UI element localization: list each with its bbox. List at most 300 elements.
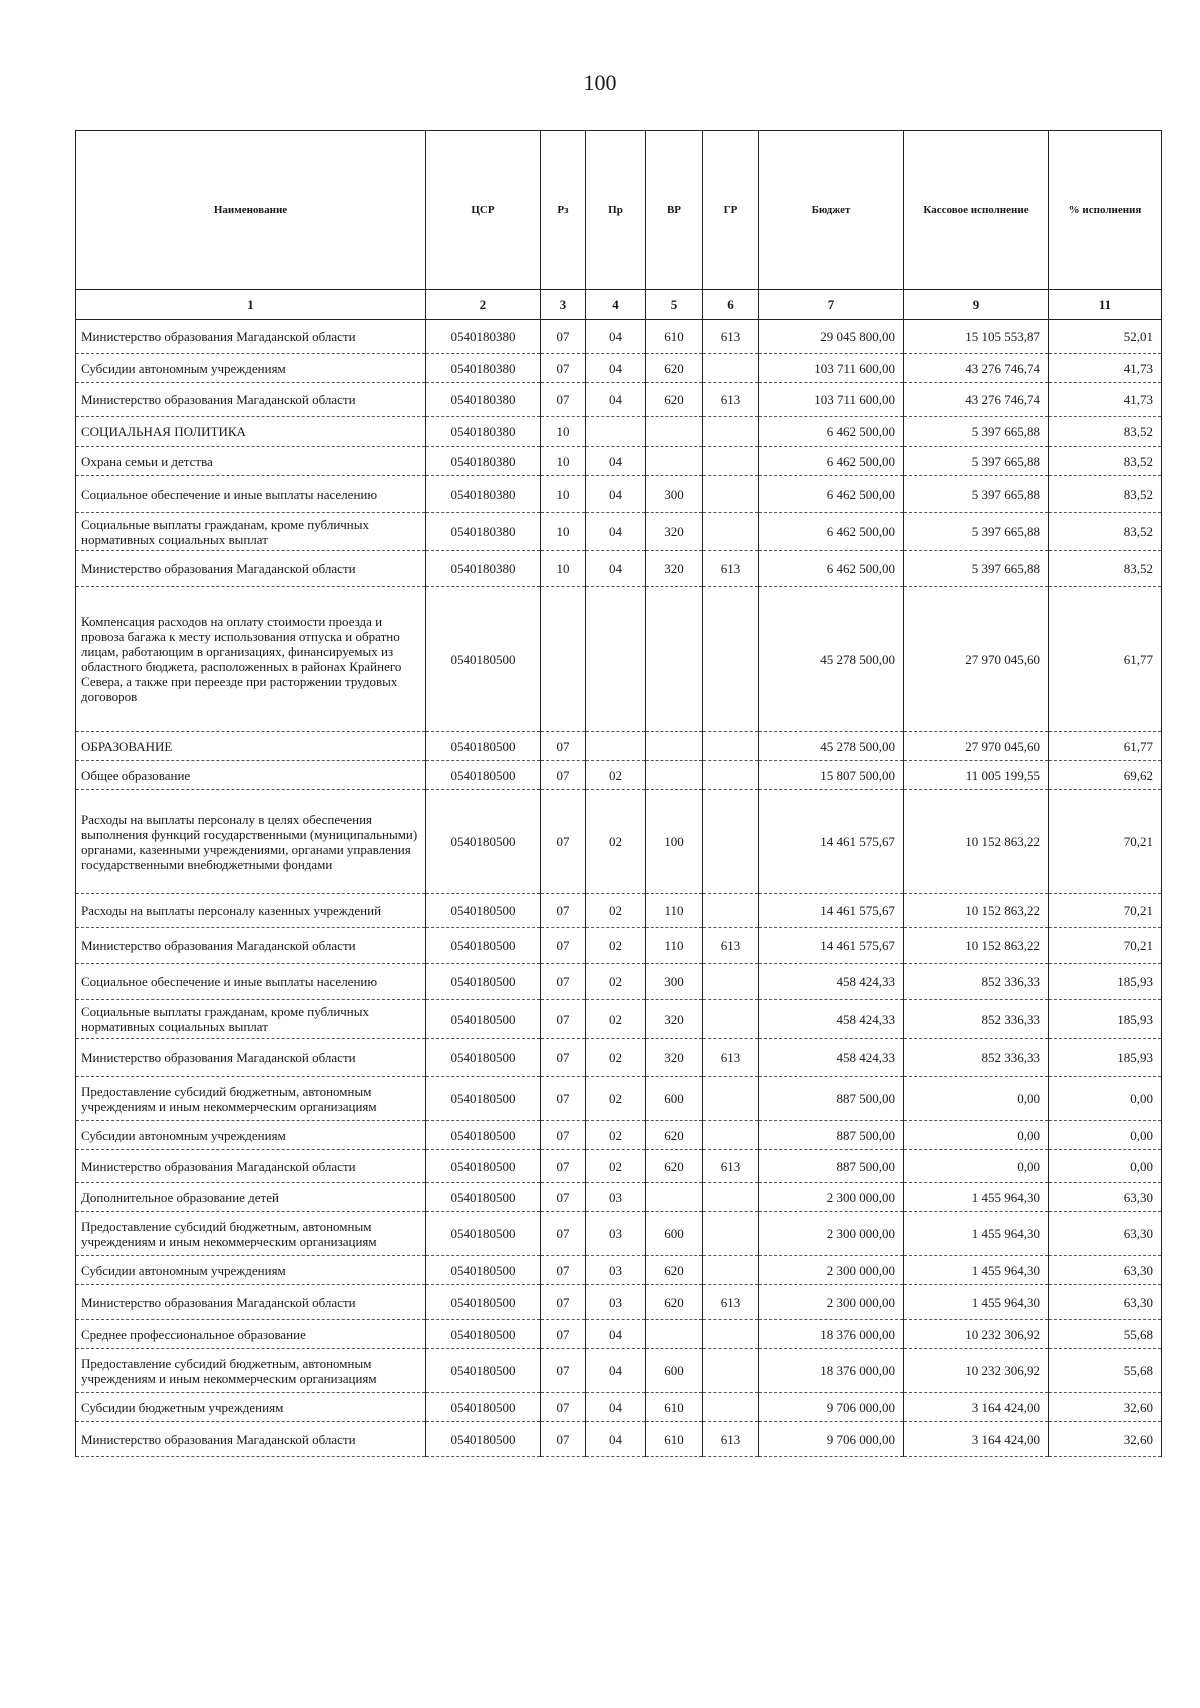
row-percent: 83,52 [1049, 417, 1162, 447]
row-budget: 458 424,33 [759, 964, 904, 1000]
row-kassa: 852 336,33 [904, 1000, 1049, 1039]
row-name: Расходы на выплаты персоналу казенных учреждений [76, 894, 426, 928]
row-budget: 18 376 000,00 [759, 1349, 904, 1393]
row-name: Министерство образования Магаданской области [76, 1422, 426, 1457]
table-row [76, 761, 1162, 790]
row-percent: 185,93 [1049, 1039, 1162, 1077]
row-pr: 02 [586, 1077, 646, 1121]
row-budget: 6 462 500,00 [759, 476, 904, 513]
row-csr: 0540180500 [426, 1212, 541, 1256]
row-rz: 07 [541, 383, 586, 417]
row-vr: 320 [646, 1039, 703, 1077]
row-gr: 613 [703, 320, 759, 354]
row-pr: 02 [586, 894, 646, 928]
row-rz: 10 [541, 551, 586, 587]
row-csr: 0540180500 [426, 1422, 541, 1457]
row-gr [703, 790, 759, 894]
row-percent: 70,21 [1049, 790, 1162, 894]
row-csr: 0540180500 [426, 1000, 541, 1039]
page-number: 100 [583, 70, 617, 95]
row-rz: 07 [541, 1212, 586, 1256]
header-vr: ВР [646, 131, 703, 290]
row-kassa: 0,00 [904, 1150, 1049, 1183]
row-gr: 613 [703, 1285, 759, 1320]
row-name: Министерство образования Магаданской области [76, 1150, 426, 1183]
row-name: Министерство образования Магаданской области [76, 383, 426, 417]
row-percent: 63,30 [1049, 1183, 1162, 1212]
row-percent: 185,93 [1049, 964, 1162, 1000]
row-rz: 10 [541, 476, 586, 513]
row-csr: 0540180500 [426, 1349, 541, 1393]
row-percent: 0,00 [1049, 1121, 1162, 1150]
row-csr: 0540180500 [426, 1393, 541, 1422]
row-gr: 613 [703, 1039, 759, 1077]
row-name: Субсидии автономным учреждениям [76, 1256, 426, 1285]
row-csr: 0540180380 [426, 551, 541, 587]
row-pr: 04 [586, 447, 646, 476]
row-pr: 03 [586, 1212, 646, 1256]
row-vr [646, 587, 703, 732]
row-vr: 110 [646, 928, 703, 964]
row-csr: 0540180500 [426, 1077, 541, 1121]
table-row [76, 513, 1162, 551]
row-percent: 63,30 [1049, 1256, 1162, 1285]
row-rz: 07 [541, 354, 586, 383]
table-row [76, 1121, 1162, 1150]
row-rz: 07 [541, 1150, 586, 1183]
table-row [76, 587, 1162, 732]
row-rz: 10 [541, 417, 586, 447]
row-budget: 29 045 800,00 [759, 320, 904, 354]
row-percent: 61,77 [1049, 732, 1162, 761]
row-kassa: 852 336,33 [904, 1039, 1049, 1077]
row-gr [703, 1121, 759, 1150]
row-kassa: 0,00 [904, 1077, 1049, 1121]
row-csr: 0540180500 [426, 894, 541, 928]
row-csr: 0540180380 [426, 447, 541, 476]
row-gr [703, 354, 759, 383]
row-csr: 0540180500 [426, 1121, 541, 1150]
row-budget: 2 300 000,00 [759, 1256, 904, 1285]
table-row [76, 1150, 1162, 1183]
row-rz: 07 [541, 1121, 586, 1150]
row-rz: 07 [541, 1320, 586, 1349]
row-csr: 0540180500 [426, 964, 541, 1000]
row-gr [703, 964, 759, 1000]
row-pr: 04 [586, 354, 646, 383]
column-number: 6 [703, 290, 759, 320]
column-number: 1 [76, 290, 426, 320]
row-vr [646, 447, 703, 476]
row-percent: 185,93 [1049, 1000, 1162, 1039]
row-percent: 63,30 [1049, 1212, 1162, 1256]
row-pr: 04 [586, 383, 646, 417]
row-name: Предоставление субсидий бюджетным, автономным учреждениям и иным некоммерческим организациям [76, 1077, 426, 1121]
table-row [76, 1285, 1162, 1320]
row-csr: 0540180500 [426, 1039, 541, 1077]
column-number: 7 [759, 290, 904, 320]
table-row [76, 354, 1162, 383]
row-csr: 0540180380 [426, 383, 541, 417]
table-row [76, 447, 1162, 476]
row-kassa: 5 397 665,88 [904, 447, 1049, 476]
row-gr [703, 1349, 759, 1393]
row-csr: 0540180380 [426, 476, 541, 513]
row-vr: 600 [646, 1349, 703, 1393]
table-row [76, 1256, 1162, 1285]
table-row [76, 476, 1162, 513]
row-percent: 63,30 [1049, 1285, 1162, 1320]
row-gr [703, 1256, 759, 1285]
row-csr: 0540180500 [426, 761, 541, 790]
row-gr: 613 [703, 1150, 759, 1183]
row-percent: 41,73 [1049, 354, 1162, 383]
header-csr: ЦСР [426, 131, 541, 290]
row-rz: 10 [541, 513, 586, 551]
table-row [76, 1320, 1162, 1349]
row-gr [703, 1212, 759, 1256]
row-csr: 0540180500 [426, 1150, 541, 1183]
row-csr: 0540180500 [426, 1320, 541, 1349]
row-rz: 07 [541, 1256, 586, 1285]
row-pr: 03 [586, 1285, 646, 1320]
row-budget: 458 424,33 [759, 1000, 904, 1039]
row-name: Предоставление субсидий бюджетным, автономным учреждениям и иным некоммерческим организациям [76, 1212, 426, 1256]
row-rz: 07 [541, 894, 586, 928]
row-vr: 300 [646, 476, 703, 513]
row-rz: 07 [541, 964, 586, 1000]
row-kassa: 27 970 045,60 [904, 732, 1049, 761]
row-percent: 83,52 [1049, 447, 1162, 476]
row-pr: 02 [586, 1000, 646, 1039]
row-kassa: 43 276 746,74 [904, 383, 1049, 417]
header-percent: % исполнения [1049, 131, 1162, 290]
row-percent: 32,60 [1049, 1393, 1162, 1422]
row-kassa: 1 455 964,30 [904, 1285, 1049, 1320]
row-vr [646, 732, 703, 761]
row-kassa: 5 397 665,88 [904, 551, 1049, 587]
row-rz: 07 [541, 732, 586, 761]
row-name: Социальное обеспечение и иные выплаты населению [76, 476, 426, 513]
row-vr: 600 [646, 1212, 703, 1256]
row-pr [586, 417, 646, 447]
header-kassa: Кассовое исполнение [904, 131, 1049, 290]
row-rz: 07 [541, 761, 586, 790]
row-percent: 0,00 [1049, 1150, 1162, 1183]
row-pr: 04 [586, 513, 646, 551]
row-budget: 103 711 600,00 [759, 354, 904, 383]
row-kassa: 1 455 964,30 [904, 1183, 1049, 1212]
row-pr: 03 [586, 1183, 646, 1212]
row-rz: 07 [541, 1393, 586, 1422]
row-percent: 83,52 [1049, 476, 1162, 513]
row-gr [703, 476, 759, 513]
row-vr: 600 [646, 1077, 703, 1121]
table-row [76, 320, 1162, 354]
row-pr [586, 587, 646, 732]
row-gr [703, 417, 759, 447]
row-budget: 14 461 575,67 [759, 928, 904, 964]
row-vr: 620 [646, 1150, 703, 1183]
row-percent: 70,21 [1049, 928, 1162, 964]
row-rz: 07 [541, 1077, 586, 1121]
row-kassa: 1 455 964,30 [904, 1212, 1049, 1256]
row-vr: 320 [646, 513, 703, 551]
row-vr [646, 417, 703, 447]
table-row [76, 1212, 1162, 1256]
table-row [76, 732, 1162, 761]
row-name: Министерство образования Магаданской области [76, 928, 426, 964]
row-budget: 2 300 000,00 [759, 1285, 904, 1320]
row-budget: 18 376 000,00 [759, 1320, 904, 1349]
row-name: Министерство образования Магаданской области [76, 1039, 426, 1077]
row-percent: 0,00 [1049, 1077, 1162, 1121]
row-gr [703, 587, 759, 732]
table-row [76, 1422, 1162, 1457]
row-name: Дополнительное образование детей [76, 1183, 426, 1212]
row-pr: 02 [586, 1039, 646, 1077]
row-vr: 620 [646, 383, 703, 417]
row-csr: 0540180380 [426, 417, 541, 447]
row-budget: 14 461 575,67 [759, 894, 904, 928]
row-kassa: 11 005 199,55 [904, 761, 1049, 790]
table-row [76, 383, 1162, 417]
row-pr: 04 [586, 1393, 646, 1422]
row-csr: 0540180500 [426, 732, 541, 761]
row-percent: 69,62 [1049, 761, 1162, 790]
row-budget: 887 500,00 [759, 1121, 904, 1150]
row-percent: 55,68 [1049, 1320, 1162, 1349]
row-percent: 70,21 [1049, 894, 1162, 928]
row-kassa: 10 232 306,92 [904, 1349, 1049, 1393]
row-pr: 03 [586, 1256, 646, 1285]
row-vr [646, 761, 703, 790]
row-budget: 6 462 500,00 [759, 551, 904, 587]
table-row [76, 1393, 1162, 1422]
row-rz: 07 [541, 320, 586, 354]
row-gr: 613 [703, 551, 759, 587]
row-gr [703, 513, 759, 551]
row-kassa: 5 397 665,88 [904, 417, 1049, 447]
row-kassa: 1 455 964,30 [904, 1256, 1049, 1285]
row-kassa: 0,00 [904, 1121, 1049, 1150]
row-gr [703, 1393, 759, 1422]
table-row [76, 790, 1162, 894]
row-budget: 9 706 000,00 [759, 1393, 904, 1422]
row-vr: 610 [646, 1393, 703, 1422]
column-number: 11 [1049, 290, 1162, 320]
row-name: Министерство образования Магаданской области [76, 1285, 426, 1320]
row-kassa: 5 397 665,88 [904, 513, 1049, 551]
table-row [76, 417, 1162, 447]
row-gr [703, 1320, 759, 1349]
row-gr [703, 761, 759, 790]
row-budget: 6 462 500,00 [759, 417, 904, 447]
row-csr: 0540180380 [426, 320, 541, 354]
table-row [76, 964, 1162, 1000]
row-name: ОБРАЗОВАНИЕ [76, 732, 426, 761]
row-vr: 320 [646, 1000, 703, 1039]
row-csr: 0540180500 [426, 790, 541, 894]
row-kassa: 3 164 424,00 [904, 1422, 1049, 1457]
row-kassa: 10 152 863,22 [904, 894, 1049, 928]
row-pr: 02 [586, 1121, 646, 1150]
row-vr: 320 [646, 551, 703, 587]
row-csr: 0540180500 [426, 928, 541, 964]
row-percent: 41,73 [1049, 383, 1162, 417]
row-gr: 613 [703, 928, 759, 964]
row-budget: 14 461 575,67 [759, 790, 904, 894]
row-percent: 83,52 [1049, 551, 1162, 587]
row-gr [703, 1183, 759, 1212]
row-name: Общее образование [76, 761, 426, 790]
row-percent: 61,77 [1049, 587, 1162, 732]
row-rz: 07 [541, 1183, 586, 1212]
table-row [76, 1077, 1162, 1121]
row-gr [703, 447, 759, 476]
row-gr [703, 894, 759, 928]
row-name: Социальные выплаты гражданам, кроме публичных нормативных социальных выплат [76, 513, 426, 551]
row-rz [541, 587, 586, 732]
row-kassa: 3 164 424,00 [904, 1393, 1049, 1422]
row-name: Охрана семьи и детства [76, 447, 426, 476]
row-pr: 02 [586, 964, 646, 1000]
row-name: Расходы на выплаты персоналу в целях обеспечения выполнения функций государственными (муниципальными) органами, казенными учреждениями, органами управления государственными внебюджетными фондами [76, 790, 426, 894]
row-pr: 02 [586, 1150, 646, 1183]
row-budget: 103 711 600,00 [759, 383, 904, 417]
row-budget: 887 500,00 [759, 1077, 904, 1121]
row-kassa: 15 105 553,87 [904, 320, 1049, 354]
row-name: Предоставление субсидий бюджетным, автономным учреждениям и иным некоммерческим организациям [76, 1349, 426, 1393]
table-row [76, 1039, 1162, 1077]
row-rz: 07 [541, 1000, 586, 1039]
header-gr: ГР [703, 131, 759, 290]
row-kassa: 852 336,33 [904, 964, 1049, 1000]
row-gr [703, 732, 759, 761]
row-csr: 0540180380 [426, 513, 541, 551]
table-row [76, 1349, 1162, 1393]
row-kassa: 43 276 746,74 [904, 354, 1049, 383]
row-budget: 2 300 000,00 [759, 1212, 904, 1256]
column-number: 3 [541, 290, 586, 320]
row-pr: 04 [586, 320, 646, 354]
header-pr: Пр [586, 131, 646, 290]
table-body [76, 320, 1162, 1457]
row-vr: 620 [646, 1121, 703, 1150]
row-name: Субсидии бюджетным учреждениям [76, 1393, 426, 1422]
row-budget: 6 462 500,00 [759, 513, 904, 551]
row-pr: 04 [586, 1349, 646, 1393]
row-name: Министерство образования Магаданской области [76, 551, 426, 587]
row-rz: 07 [541, 790, 586, 894]
row-budget: 45 278 500,00 [759, 587, 904, 732]
row-rz: 07 [541, 1285, 586, 1320]
row-pr: 02 [586, 790, 646, 894]
row-name: Министерство образования Магаданской области [76, 320, 426, 354]
row-name: Субсидии автономным учреждениям [76, 354, 426, 383]
row-kassa: 10 152 863,22 [904, 928, 1049, 964]
row-pr: 04 [586, 551, 646, 587]
column-number: 5 [646, 290, 703, 320]
row-budget: 458 424,33 [759, 1039, 904, 1077]
row-kassa: 10 232 306,92 [904, 1320, 1049, 1349]
row-percent: 32,60 [1049, 1422, 1162, 1457]
row-name: Социальное обеспечение и иные выплаты населению [76, 964, 426, 1000]
row-vr: 610 [646, 1422, 703, 1457]
column-number-row [76, 290, 1162, 320]
row-pr: 02 [586, 928, 646, 964]
row-name: Социальные выплаты гражданам, кроме публичных нормативных социальных выплат [76, 1000, 426, 1039]
row-rz: 07 [541, 1349, 586, 1393]
row-budget: 6 462 500,00 [759, 447, 904, 476]
row-percent: 55,68 [1049, 1349, 1162, 1393]
row-percent: 83,52 [1049, 513, 1162, 551]
row-name: Субсидии автономным учреждениям [76, 1121, 426, 1150]
table-row [76, 894, 1162, 928]
row-rz: 07 [541, 1422, 586, 1457]
row-gr [703, 1077, 759, 1121]
table-row [76, 1000, 1162, 1039]
row-pr: 02 [586, 761, 646, 790]
row-csr: 0540180500 [426, 1256, 541, 1285]
header-budget: Бюджет [759, 131, 904, 290]
row-kassa: 10 152 863,22 [904, 790, 1049, 894]
row-name: Компенсация расходов на оплату стоимости проезда и провоза багажа к месту использования отпуска и обратно лицам, работающим в организациях, финансируемых из областного бюджета, расположенных в районах Крайнего Севера, а также при переезде при расторжении трудовых договоров [76, 587, 426, 732]
budget-execution-table [75, 130, 1162, 1457]
row-name: СОЦИАЛЬНАЯ ПОЛИТИКА [76, 417, 426, 447]
row-vr: 100 [646, 790, 703, 894]
row-vr: 620 [646, 1256, 703, 1285]
row-pr: 04 [586, 1320, 646, 1349]
row-gr: 613 [703, 383, 759, 417]
row-budget: 887 500,00 [759, 1150, 904, 1183]
header-row [76, 131, 1162, 290]
row-budget: 15 807 500,00 [759, 761, 904, 790]
row-csr: 0540180500 [426, 1285, 541, 1320]
row-pr: 04 [586, 476, 646, 513]
header-name: Наименование [76, 131, 426, 290]
row-rz: 07 [541, 1039, 586, 1077]
row-budget: 2 300 000,00 [759, 1183, 904, 1212]
row-vr: 620 [646, 1285, 703, 1320]
row-gr [703, 1000, 759, 1039]
row-vr: 620 [646, 354, 703, 383]
row-kassa: 27 970 045,60 [904, 587, 1049, 732]
table-row [76, 551, 1162, 587]
header-rz: Рз [541, 131, 586, 290]
row-kassa: 5 397 665,88 [904, 476, 1049, 513]
table-row [76, 1183, 1162, 1212]
row-csr: 0540180500 [426, 587, 541, 732]
column-number: 9 [904, 290, 1049, 320]
row-budget: 9 706 000,00 [759, 1422, 904, 1457]
column-number: 2 [426, 290, 541, 320]
row-csr: 0540180380 [426, 354, 541, 383]
row-percent: 52,01 [1049, 320, 1162, 354]
row-gr: 613 [703, 1422, 759, 1457]
table-row [76, 928, 1162, 964]
row-vr [646, 1183, 703, 1212]
row-csr: 0540180500 [426, 1183, 541, 1212]
row-vr [646, 1320, 703, 1349]
row-vr: 300 [646, 964, 703, 1000]
row-vr: 110 [646, 894, 703, 928]
column-number: 4 [586, 290, 646, 320]
row-budget: 45 278 500,00 [759, 732, 904, 761]
row-vr: 610 [646, 320, 703, 354]
row-rz: 07 [541, 928, 586, 964]
row-name: Среднее профессиональное образование [76, 1320, 426, 1349]
